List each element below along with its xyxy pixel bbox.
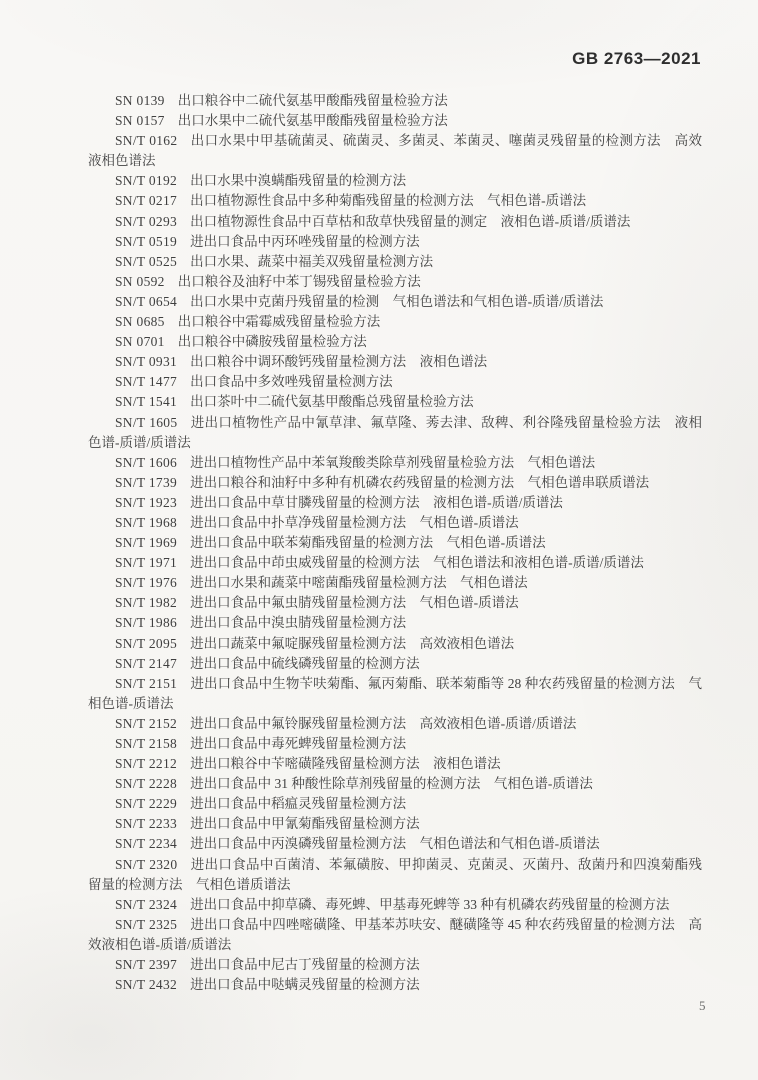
standard-entry [88,774,702,794]
standard-title: 出口水果中溴螨酯残留量的检测方法 [190,173,407,189]
standard-code: SN 0592 [115,273,165,289]
standard-code: SN/T 2158 [115,736,178,751]
standard-title: 出口粮谷及油籽中苯丁锡残留量检验方法 [177,273,421,289]
standard-code: SN/T 1986 [115,615,178,631]
standard-title: 进出口植物性产品中苯氧羧酸类除草剂残留量检验方法 气相色谱法 [190,454,596,470]
standard-title: 进出口食品中抑草磷、毒死蜱、甲基毒死蜱等 33 种有机磷农药残留量的检测方法 [190,896,670,912]
standards-reference-list [88,91,702,995]
standard-title: 出口植物源性食品中百草枯和敌草快残留量的测定 液相色谱-质谱/质谱法 [190,213,631,229]
standard-entry [88,634,702,654]
standard-code: SN 0685 [115,314,165,330]
standard-title: 出口水果、蔬菜中福美双残留量检测方法 [190,253,434,269]
standard-entry [88,573,702,593]
standard-title: 出口植物源性食品中多种菊酯残留量的检测方法 气相色谱-质谱法 [190,193,587,209]
standard-title: 进出口植物性产品中氰草津、氟草隆、莠去津、敌稗、利谷隆残留量检验方法 液相色谱-质谱/质谱法 [88,414,703,450]
standard-entry [88,613,702,633]
standard-code: SN 0701 [115,334,165,350]
standard-title: 进出口食品中百菌清、苯氟磺胺、甲抑菌灵、克菌灵、灭菌丹、敌菌丹和四溴菊酯残留量的检测方法 气相色谱质谱法 [88,856,703,892]
standard-title: 出口水果中甲基硫菌灵、硫菌灵、多菌灵、苯菌灵、噻菌灵残留量的检测方法 高效液相色谱法 [88,133,703,169]
standard-code: SN/T 2212 [115,756,178,772]
standard-code: SN/T 1969 [115,535,178,551]
standard-title: 进出口食品中哒螨灵残留量的检测方法 [190,977,420,993]
standard-title: 进出口食品中稻瘟灵残留量检测方法 [190,796,407,812]
standard-entry [88,332,702,352]
standard-code: SN/T 0519 [115,233,178,249]
standard-title: 进出口粮谷中苄嘧磺隆残留量检测方法 液相色谱法 [190,756,501,772]
standard-title: 进出口粮谷和油籽中多种有机磷农药残留量的检测方法 气相色谱串联质谱法 [190,474,650,490]
standard-entry [88,312,702,332]
standard-code: SN/T 2234 [115,836,178,852]
standard-entry [88,252,702,272]
standard-entry [88,855,702,895]
standard-title: 进出口水果和蔬菜中嘧菌酯残留量检测方法 气相色谱法 [190,575,528,591]
standard-title: 进出口食品中溴虫腈残留量检测方法 [190,615,407,631]
standard-entry [88,513,702,533]
standard-title: 进出口食品中茚虫威残留量的检测方法 气相色谱法和液相色谱-质谱/质谱法 [190,555,644,571]
standard-title: 进出口食品中甲氰菊酯残留量检测方法 [190,816,420,832]
standard-title: 进出口食品中硫线磷残留量的检测方法 [190,655,420,671]
standard-title: 进出口食品中四唑嘧磺隆、甲基苯苏呋安、醚磺隆等 45 种农药残留量的检测方法 高效液相色谱-质谱/质谱法 [88,916,702,952]
standard-entry [88,814,702,834]
standard-code: SN/T 1477 [115,374,178,390]
standard-code: SN/T 0162 [115,133,178,149]
standard-title: 进出口食品中丙环唑残留量的检测方法 [190,233,420,249]
standard-code: SN/T 0217 [115,193,178,209]
standard-title: 进出口食品中 31 种酸性除草剂残留量的检测方法 气相色谱-质谱法 [190,776,593,792]
standard-entry [88,674,702,714]
standard-title: 进出口食品中扑草净残留量检测方法 气相色谱-质谱法 [190,514,519,530]
standard-code: SN/T 2147 [115,655,178,671]
standard-code: SN/T 1982 [115,595,178,611]
standard-entry [88,232,702,252]
standard-code: SN/T 2228 [115,776,178,792]
standard-code: SN/T 2151 [115,675,178,691]
standard-code: SN/T 1923 [115,494,178,510]
standard-title: 出口粮谷中二硫代氨基甲酸酯残留量检验方法 [177,93,448,108]
standard-entry [88,533,702,553]
standard-code: SN/T 2229 [115,796,178,812]
standard-entry [88,754,702,774]
standard-code: SN/T 2325 [115,916,178,932]
standard-title: 出口水果中二硫代氨基甲酸酯残留量检验方法 [177,113,448,129]
standard-code: SN/T 0931 [115,354,178,370]
standard-code: SN/T 1976 [115,575,178,591]
standard-entry [88,111,702,131]
standard-entry [88,131,702,171]
standard-code: SN/T 1739 [115,474,178,490]
standard-code: SN 0157 [115,113,165,129]
standard-title: 进出口食品中草甘膦残留量的检测方法 液相色谱-质谱/质谱法 [190,494,563,510]
standard-entry [88,372,702,392]
standard-entry [88,593,702,613]
standard-title: 出口茶叶中二硫代氨基甲酸酯总残留量检验方法 [190,394,474,410]
standard-entry [88,212,702,232]
page-number: 5 [699,998,706,1013]
standard-title: 进出口食品中丙溴磷残留量检测方法 气相色谱法和气相色谱-质谱法 [190,836,600,852]
standard-entry [88,392,702,412]
standard-code: SN/T 2397 [115,957,178,973]
standard-title: 出口水果中克菌丹残留量的检测 气相色谱法和气相色谱-质谱/质谱法 [190,293,604,309]
standard-entry [88,734,702,754]
standard-entry [88,975,702,995]
standard-entry [88,191,702,211]
standard-code: SN/T 2320 [115,856,178,872]
standard-entry [88,91,702,111]
standard-title: 出口粮谷中霜霉威残留量检验方法 [177,314,381,330]
standard-code: SN/T 2324 [115,896,178,912]
standard-entry [88,654,702,674]
standard-entry [88,493,702,513]
standard-title: 进出口食品中氟虫腈残留量检测方法 气相色谱-质谱法 [190,595,519,611]
standard-code: SN/T 0525 [115,253,178,269]
standard-title: 进出口食品中氟铃脲残留量检测方法 高效液相色谱-质谱/质谱法 [190,715,577,731]
standard-entry [88,915,702,955]
standard-entry [88,272,702,292]
standard-code: SN/T 2095 [115,635,178,651]
standard-entry [88,834,702,854]
standard-code: SN/T 1541 [115,394,178,410]
standard-title: 进出口蔬菜中氟啶脲残留量检测方法 高效液相色谱法 [190,635,515,651]
standard-entry [88,794,702,814]
standard-entry [88,453,702,473]
standard-entry [88,171,702,191]
standard-code: SN 0139 [115,93,165,108]
standard-title: 出口食品中多效唑残留量检测方法 [190,374,393,390]
standard-title: 进出口食品中联苯菊酯残留量的检测方法 气相色谱-质谱法 [190,535,546,551]
standard-entry [88,473,702,493]
standard-code: SN/T 1606 [115,454,178,470]
standard-title: 出口粮谷中调环酸钙残留量检测方法 液相色谱法 [190,354,488,370]
standard-title: 出口粮谷中磷胺残留量检验方法 [177,334,367,350]
standard-code: SN/T 0293 [115,213,178,229]
standard-code: SN/T 1971 [115,555,178,571]
standard-title: 进出口食品中毒死蜱残留量检测方法 [190,736,407,751]
standard-entry [88,714,702,734]
standard-entry [88,413,702,453]
standard-title: 进出口食品中生物苄呋菊酯、氟丙菊酯、联苯菊酯等 28 种农药残留量的检测方法 气相色谱-质谱法 [88,675,702,711]
standard-code: SN/T 2152 [115,715,178,731]
standard-code: SN/T 0192 [115,173,178,189]
standard-entry [88,895,702,915]
standard-code: SN/T 2233 [115,816,178,832]
standard-code: SN/T 1968 [115,514,178,530]
standard-code: SN/T 0654 [115,293,178,309]
standard-entry [88,553,702,573]
standard-entry [88,955,702,975]
standard-code: SN/T 2432 [115,977,178,993]
standard-entry [88,352,702,372]
standard-title: 进出口食品中尼古丁残留量的检测方法 [190,957,420,973]
standard-code: SN/T 1605 [115,414,178,430]
standard-entry [88,292,702,312]
standard-number-header: GB 2763—2021 [572,49,701,68]
